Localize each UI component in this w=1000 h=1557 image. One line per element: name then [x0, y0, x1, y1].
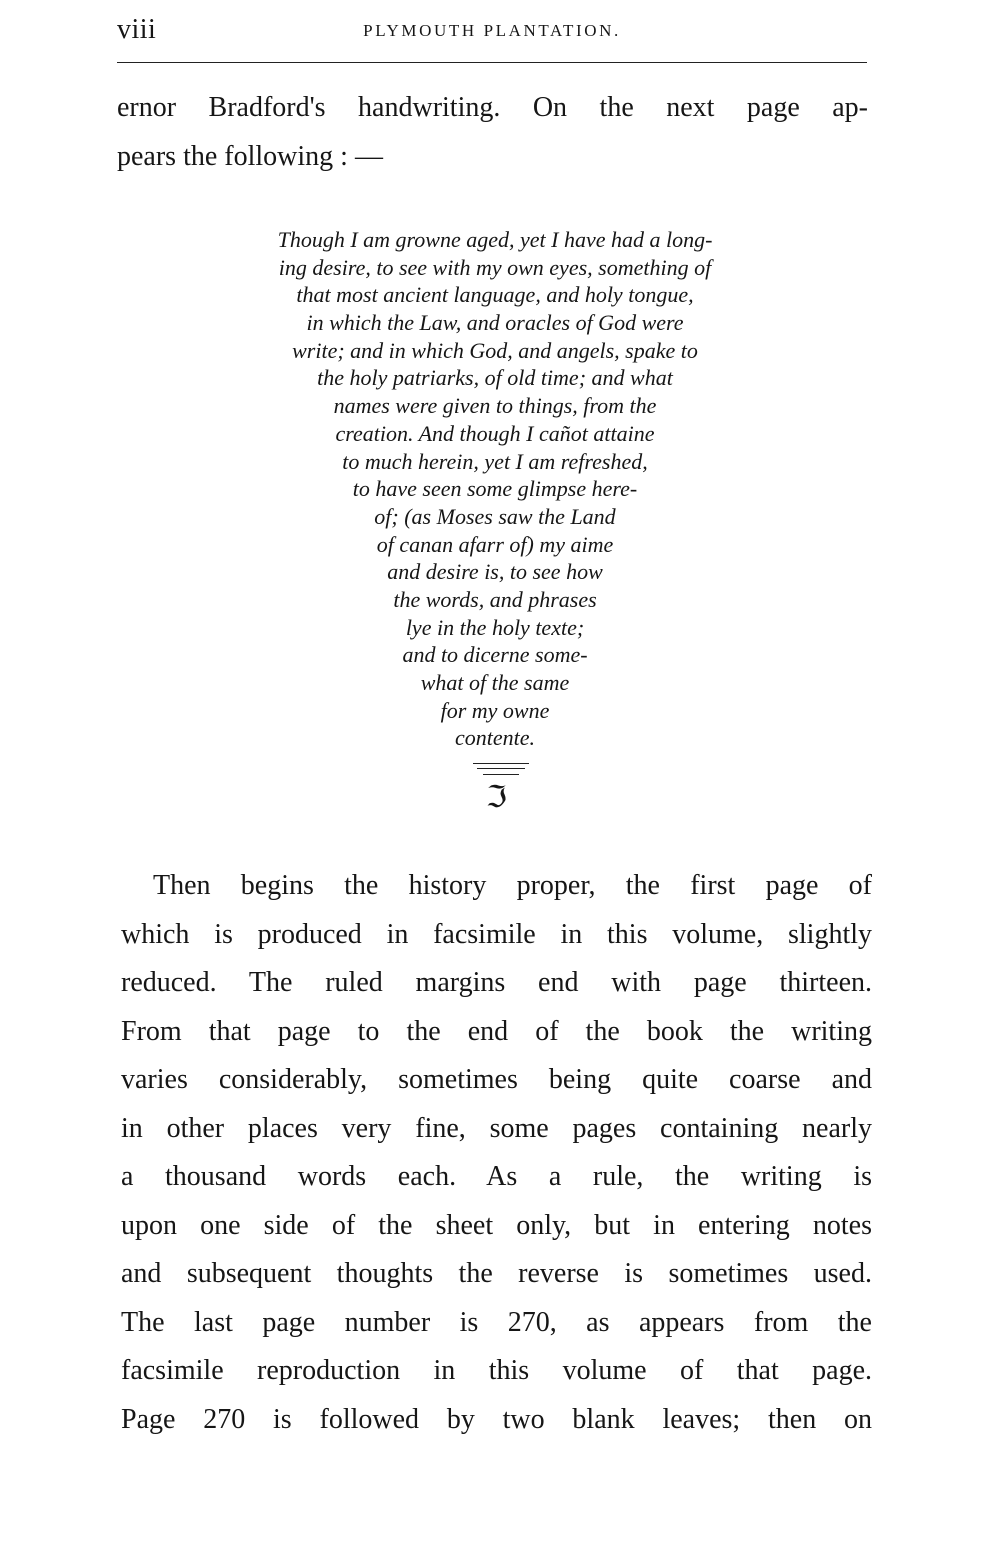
page-number: viii [117, 14, 157, 45]
quote-line: names were given to things, from the [333, 393, 657, 419]
quote-line: write; and in which God, and angels, spake to [292, 337, 698, 363]
text-line: a thousand words each. As a rule, the writing is [121, 1161, 872, 1192]
text-line: in other places very fine, some pages containing nearly [121, 1112, 872, 1144]
quote-line: of; (as Moses saw the Land [374, 503, 616, 529]
quote-line: in which the Law, and oracles of God were [306, 310, 684, 336]
text-line: pears the following : — [117, 140, 383, 172]
intro-paragraph [117, 84, 868, 181]
quote-line: and to dicerne some- [402, 642, 588, 668]
text-line: From that page to the end of the book the writing [121, 1015, 872, 1047]
page-header [117, 14, 867, 44]
text-line: Then begins the history proper, the first page of [153, 870, 872, 901]
text-line: varies considerably, sometimes being quite coarse and [121, 1064, 872, 1095]
text-line: reduced. The ruled margins end with page thirteen. [121, 967, 872, 998]
quote-line: to much herein, yet I am refreshed, [342, 448, 648, 474]
quote-line: ing desire, to see with my own eyes, something of [278, 254, 712, 280]
ornament-rule [477, 768, 525, 769]
quote-line: of canan afarr of) my aime [376, 531, 614, 557]
text-line: facsimile reproduction in this volume of that page. [121, 1355, 872, 1386]
quote-line: Though I am growne aged, yet I have had a long- [277, 227, 713, 252]
quote-line: the holy patriarks, of old time; and what [317, 365, 673, 391]
text-line: The last page number is 270, as appears from the [121, 1306, 872, 1338]
header-rule [117, 62, 867, 63]
ornament-glyph: ℑ [486, 781, 507, 814]
quote-line: for my owne [440, 697, 550, 723]
bradford-quotation [180, 226, 810, 752]
text-line: Page 270 is followed by two blank leaves; then on [121, 1403, 872, 1435]
quote-line: lye in the holy texte; [405, 614, 585, 640]
ornament-rule [473, 763, 529, 764]
quote-line: creation. And though I cañot attaine [335, 420, 655, 446]
main-paragraph [121, 862, 872, 1444]
quote-line: what of the same [420, 670, 570, 695]
text-line: and subsequent thoughts the reverse is sometimes used. [121, 1258, 872, 1289]
text-line: ernor Bradford's handwriting. On the next page ap- [117, 92, 868, 123]
quote-line: and desire is, to see how [387, 559, 603, 585]
quote-line: to have seen some glimpse here- [352, 476, 638, 502]
quote-line: the words, and phrases [393, 586, 597, 612]
text-line: upon one side of the sheet only, but in entering notes [121, 1209, 872, 1241]
quote-line: contente. [454, 725, 536, 751]
running-title: PLYMOUTH PLANTATION. [363, 21, 621, 40]
quote-line: that most ancient language, and holy tongue, [296, 282, 694, 308]
ornament-rule [483, 774, 519, 775]
text-line: which is produced in facsimile in this volume, slightly [121, 918, 872, 950]
